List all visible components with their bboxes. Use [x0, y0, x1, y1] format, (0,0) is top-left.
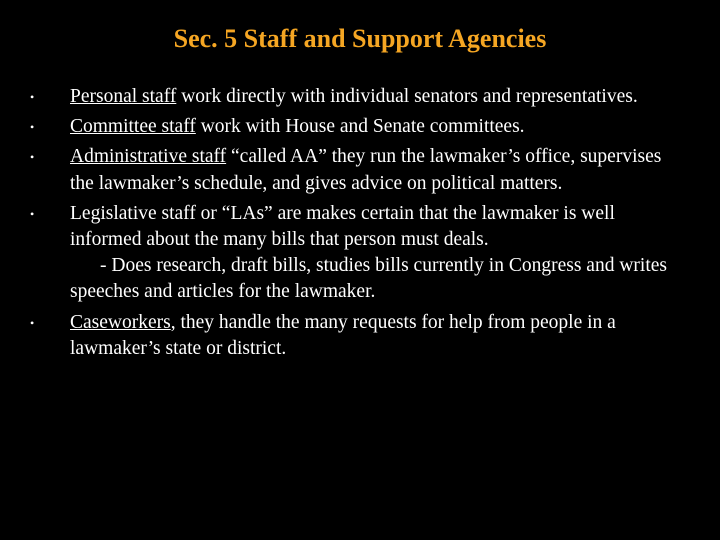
bullet-icon: • [30, 120, 35, 135]
bullet-text: “called AA” they run the lawmaker’s office, supervises the lawmaker’s schedule, and gives advice on political matters. [70, 146, 662, 194]
bullet-text: Legislative staff or “LAs” are makes certain that the lawmaker is well informed about the many bills that person must deals. [70, 202, 615, 251]
bullet-text: work directly with individual senators and representatives. [176, 86, 638, 107]
bullet-icon: • [30, 206, 35, 221]
bullet-list [30, 84, 690, 366]
term-committee-staff: Committee staff [70, 116, 196, 138]
bullet-icon: • [30, 90, 35, 104]
bullet-caseworkers [30, 310, 690, 362]
slide-title: Sec. 5 Staff and Support Agencies [173, 24, 547, 53]
bullet-personal-staff [30, 84, 690, 110]
term-administrative-staff: Administrative staff [70, 146, 227, 168]
term-personal-staff: Personal staff [70, 86, 177, 107]
bullet-legislative-staff [30, 201, 690, 306]
sub-point-legislative-duties: - Does research, draft bills, studies bills currently in Congress and writes speeches and articles for the lawmaker. [70, 255, 667, 303]
bullet-icon: • [30, 150, 35, 165]
bullet-text: work with House and Senate committees. [195, 116, 525, 138]
bullet-administrative-staff [30, 144, 690, 196]
bullet-committee-staff [30, 114, 690, 140]
term-caseworkers: Caseworkers [70, 311, 171, 333]
bullet-text: , they handle the many requests for help from people in a lawmaker’s state or district. [70, 311, 616, 359]
bullet-icon: • [30, 315, 35, 330]
